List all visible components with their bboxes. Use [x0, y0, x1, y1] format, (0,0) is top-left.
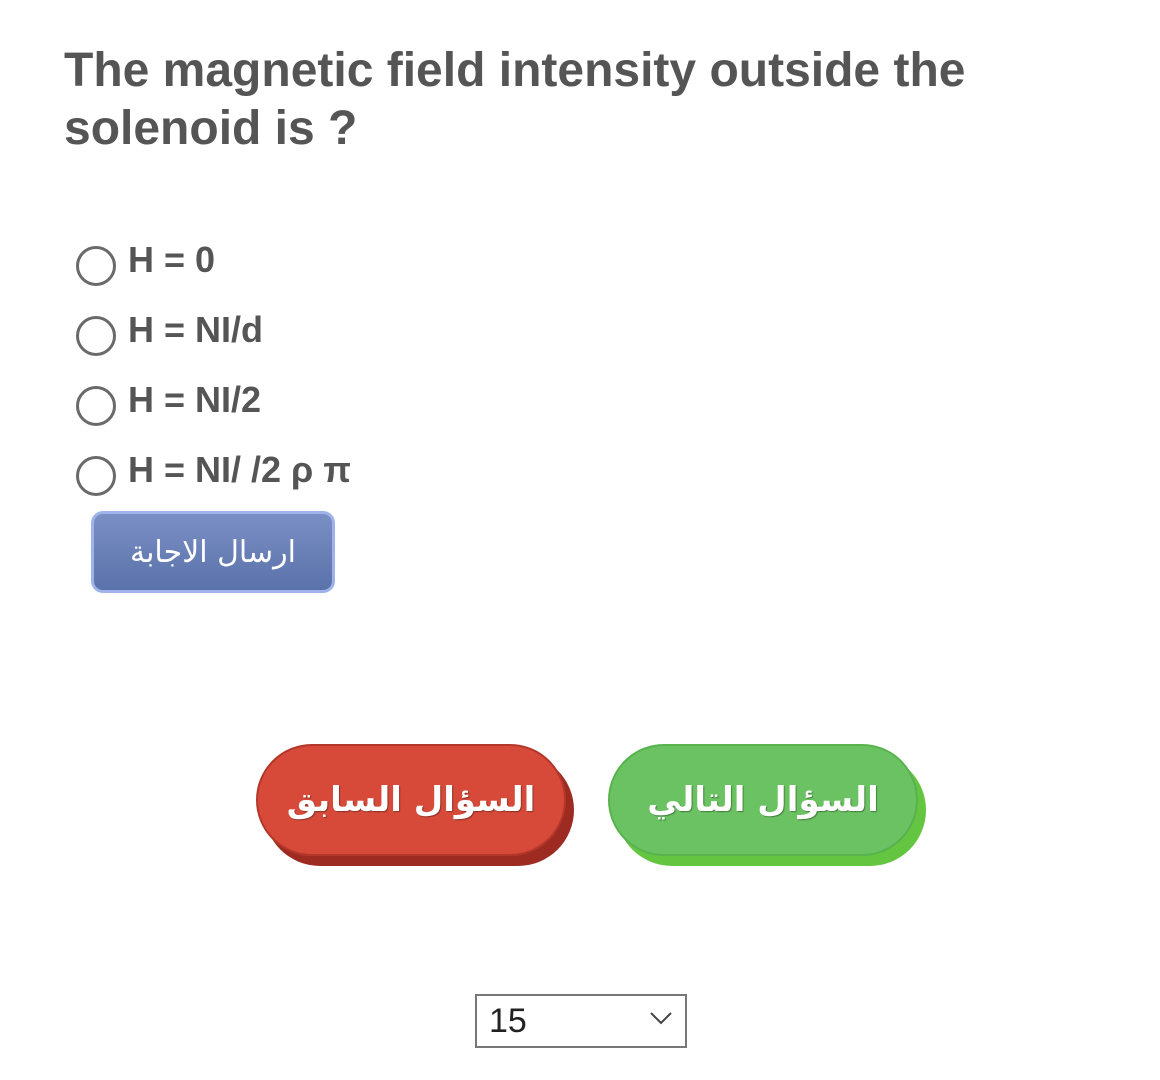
selected-question-number: 15 — [489, 1001, 527, 1040]
radio-button[interactable] — [76, 386, 116, 426]
option-3[interactable] — [76, 372, 351, 428]
option-2[interactable] — [76, 302, 351, 358]
answer-options — [76, 232, 351, 512]
question-number-select[interactable] — [475, 994, 687, 1048]
next-question-button[interactable]: السؤال التالي — [608, 744, 918, 856]
option-label: H = NI/ /2 ρ π — [128, 449, 351, 490]
question-text: The magnetic field intensity outside the solenoid is ? — [64, 44, 966, 155]
option-label: H = NI/2 — [128, 379, 262, 420]
option-label: H = 0 — [128, 239, 216, 280]
option-label: H = NI/d — [128, 309, 264, 350]
submit-answer-button[interactable]: ارسال الاجابة — [91, 511, 335, 593]
previous-question-button[interactable]: السؤال السابق — [256, 744, 566, 856]
option-4[interactable] — [76, 442, 351, 498]
chevron-down-icon — [649, 1010, 673, 1026]
radio-button[interactable] — [76, 456, 116, 496]
radio-button[interactable] — [76, 246, 116, 286]
option-1[interactable] — [76, 232, 351, 288]
radio-button[interactable] — [76, 316, 116, 356]
